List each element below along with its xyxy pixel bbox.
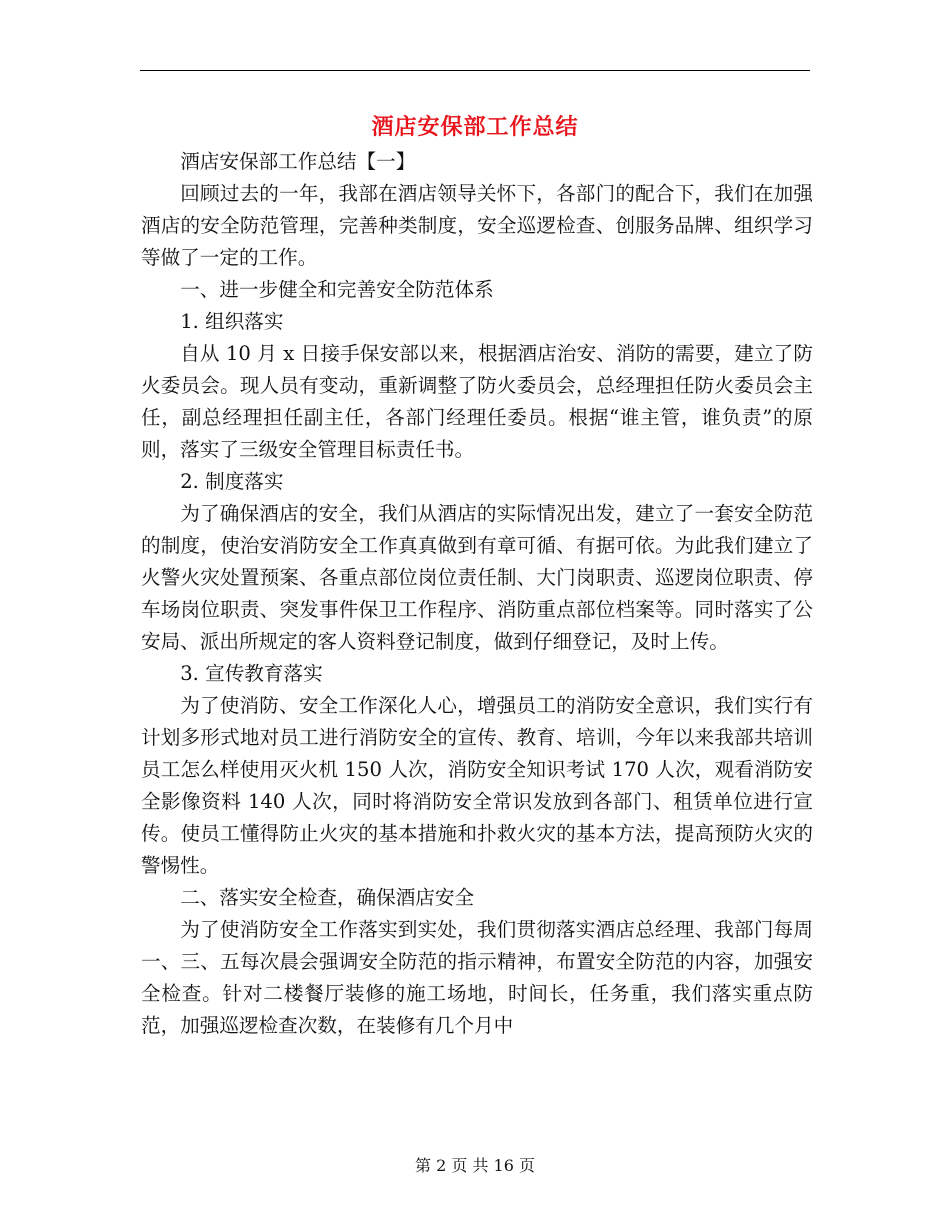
document-title: 酒店安保部工作总结: [371, 114, 579, 140]
section-heading: 酒店安保部工作总结【一】: [180, 150, 416, 173]
section-heading: 二、落实安全检查，确保酒店安全: [180, 886, 475, 909]
subsection-heading: 1. 组织落实: [180, 310, 284, 333]
subsection-heading: 2. 制度落实: [180, 470, 284, 493]
paragraph: 自从 10 月 x 日接手保安部以来，根据酒店治安、消防的需要，建立了防火委员会。现人员有变动，重新调整了防火委员会，总经理担任防火委员会主任，副总经理担任副主任，各部门经理任委员。根据“谁主管，谁负责”的原则，落实了三级安全管理目标责任书。: [141, 342, 813, 461]
section-heading: 一、进一步健全和完善安全防范体系: [180, 278, 494, 301]
paragraph: 为了使消防安全工作落实到实处，我们贯彻落实酒店总经理、我部门每周一、三、五每次晨会强调安全防范的指示精神，布置安全防范的内容，加强安全检查。针对二楼餐厅装修的施工场地，时间长，任务重，我们落实重点防范，加强巡逻检查次数，在装修有几个月中: [141, 918, 813, 1037]
paragraph: 为了确保酒店的安全，我们从酒店的实际情况出发，建立了一套安全防范的制度，使治安消防安全工作真真做到有章可循、有据可依。为此我们建立了火警火灾处置预案、各重点部位岗位责任制、大门岗职责、巡逻岗位职责、停车场岗位职责、突发事件保卫工作程序、消防重点部位档案等。同时落实了公安局、派出所规定的客人资料登记制度，做到仔细登记，及时上传。: [141, 502, 813, 653]
paragraph: 为了使消防、安全工作深化人心，增强员工的消防安全意识，我们实行有计划多形式地对员工进行消防安全的宣传、教育、培训，今年以来我部共培训员工怎么样使用灭火机 150 人次，消防安全知识考试 170 人次，观看消防安全影像资料 140 人次，同时将消防安全常识发放到各部门、租赁单位进行宣传。使员工懂得防止火灾的基本措施和扑救火灾的基本方法，提高预防火灾的警惕性。: [141, 694, 813, 877]
paragraph-intro: 回顾过去的一年，我部在酒店领导关怀下，各部门的配合下，我们在加强酒店的安全防范管理，完善种类制度，安全巡逻检查、创服务品牌、组织学习等做了一定的工作。: [141, 182, 813, 269]
page-number: 第 2 页 共 16 页: [415, 1156, 535, 1175]
document-body: [141, 146, 813, 1042]
header-rule: [140, 70, 810, 71]
subsection-heading: 3. 宣传教育落实: [180, 662, 323, 685]
